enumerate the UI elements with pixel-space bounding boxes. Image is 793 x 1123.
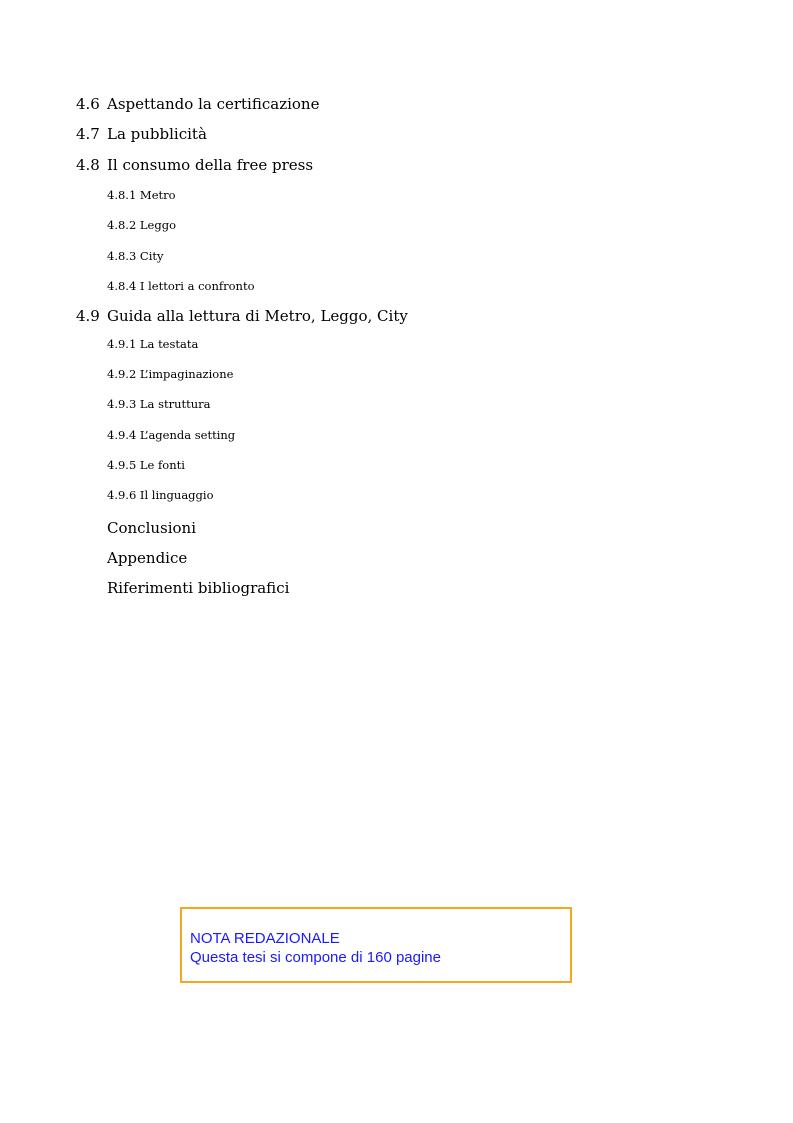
toc-entry-title: 4.9.4 L’agenda setting <box>107 428 236 442</box>
toc-entry-title: 4.8.3 City <box>107 249 164 263</box>
note-heading: NOTA REDAZIONALE <box>190 930 340 947</box>
toc-entry-title: Conclusioni <box>107 519 197 537</box>
toc-entry-title: Guida alla lettura di Metro, Leggo, City <box>107 307 408 325</box>
editorial-note-box <box>180 907 572 983</box>
toc-entry-title: 4.8.1 Metro <box>107 188 176 202</box>
toc-entry-title: Riferimenti bibliografici <box>107 579 290 597</box>
toc-entry-title: Appendice <box>107 549 188 567</box>
toc-entry-title: 4.9.5 Le fonti <box>107 458 185 472</box>
toc-entry-title: 4.8.4 I lettori a confronto <box>107 279 255 293</box>
toc-entry-title: 4.8.2 Leggo <box>107 218 177 232</box>
toc-entry-title: 4.9.3 La struttura <box>107 397 211 411</box>
toc-entry-number: 4.9 <box>76 307 100 325</box>
toc-entry-number: 4.7 <box>76 125 100 143</box>
note-text: Questa tesi si compone di 160 pagine <box>190 949 441 966</box>
toc-entry-title: 4.9.2 L’impaginazione <box>107 367 234 381</box>
toc-entry-title: La pubblicità <box>107 125 207 143</box>
toc-entry-title: Il consumo della free press <box>107 156 314 174</box>
toc-entry-title: Aspettando la certificazione <box>107 95 320 113</box>
toc-entry-title: 4.9.1 La testata <box>107 337 199 351</box>
toc-entry-number: 4.6 <box>76 95 100 113</box>
toc-entry-number: 4.8 <box>76 156 100 174</box>
toc-entry-title: 4.9.6 Il linguaggio <box>107 488 214 502</box>
